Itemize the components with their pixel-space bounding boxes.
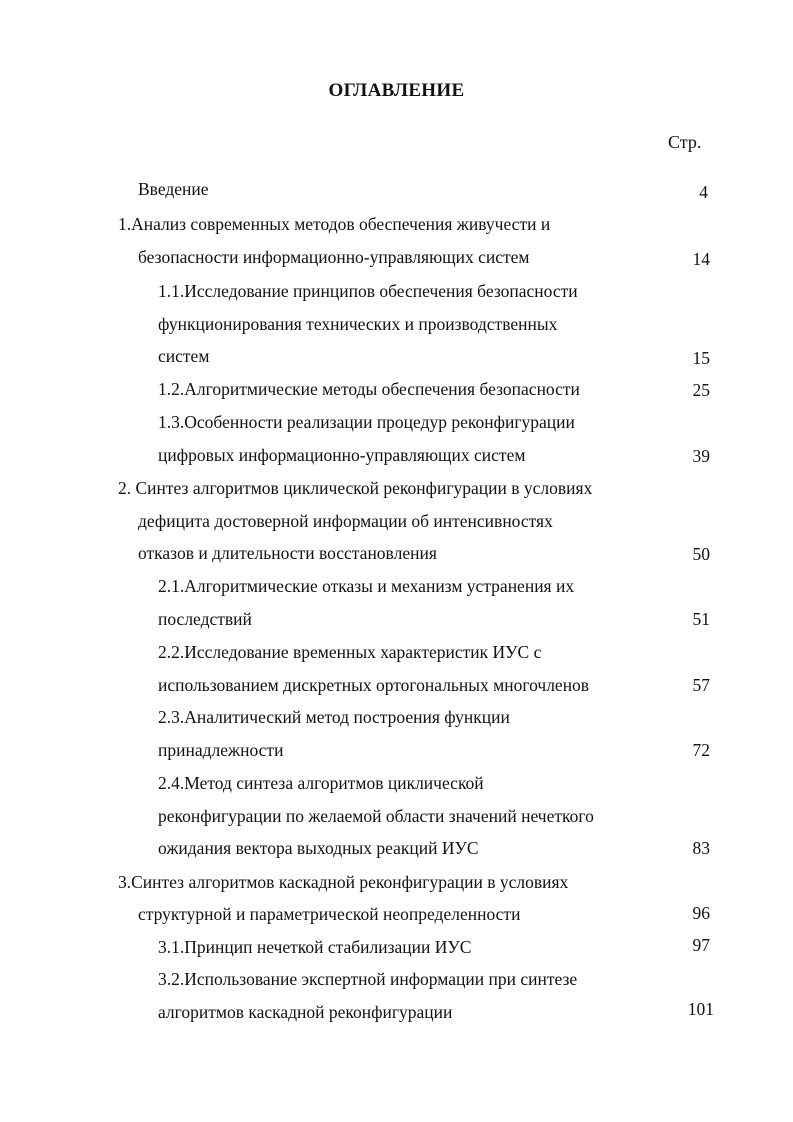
toc-entry-page: 83 [692, 838, 710, 858]
toc-entry-line: систем [158, 346, 210, 366]
toc-entry-line: последствий [158, 609, 252, 629]
toc-entry-line: 3.Синтез алгоритмов каскадной реконфигурации в условиях [118, 872, 569, 892]
toc-title: ОГЛАВЛЕНИЕ [328, 80, 465, 101]
toc-entry-line: 3.2.Использование экспертной информации при синтезе [158, 969, 578, 989]
toc-entry-line: безопасности информационно-управляющих систем [138, 247, 530, 267]
toc-entry-line: 3.1.Принцип нечеткой стабилизации ИУС [158, 937, 472, 957]
toc-entry-line: реконфигурации по желаемой области значений нечеткого [158, 806, 594, 826]
toc-entry-page: 101 [687, 999, 714, 1019]
toc-entry-line: 1.3.Особенности реализации процедур реконфигурации [158, 412, 575, 432]
toc-entry-page: 50 [692, 544, 710, 564]
toc-entry-page: 51 [692, 609, 710, 629]
toc-entry-page: 14 [692, 249, 710, 269]
toc-entry-line: 2.4.Метод синтеза алгоритмов циклической [158, 773, 484, 793]
toc-entry-line: алгоритмов каскадной реконфигурации [158, 1002, 453, 1022]
toc-entry-line: цифровых информационно-управляющих систем [158, 445, 526, 465]
toc-entry-line: отказов и длительности восстановления [138, 543, 437, 563]
toc-entry-line: 2.3.Аналитический метод построения функции [158, 707, 510, 727]
toc-entry-line: Введение [138, 179, 209, 199]
toc-entry-line: дефицита достоверной информации об интенсивностях [138, 511, 553, 531]
toc-entry-line: 2.2.Исследование временных характеристик ИУС с [158, 642, 542, 662]
toc-entry-page: 4 [699, 182, 708, 202]
toc-entry-line: 1.1.Исследование принципов обеспечения безопасности [158, 281, 578, 301]
toc-entry-line: 1.Анализ современных методов обеспечения живучести и [118, 214, 551, 234]
toc-entry-line: 1.2.Алгоритмические методы обеспечения безопасности [158, 379, 580, 399]
toc-entry-line: принадлежности [158, 740, 284, 760]
toc-entry-line: 2.1.Алгоритмические отказы и механизм устранения их [158, 576, 575, 596]
toc-entry-line: использованием дискретных ортогональных многочленов [158, 675, 590, 695]
toc-entry-page: 96 [692, 903, 710, 923]
toc-entry-page: 57 [692, 675, 710, 695]
toc-entry-line: ожидания вектора выходных реакций ИУС [158, 838, 479, 858]
toc-entry-line: структурной и параметрической неопределенности [138, 904, 521, 924]
page-column-label: Стр. [668, 132, 702, 152]
toc-entry-page: 39 [692, 446, 710, 466]
toc-entry-page: 15 [692, 348, 710, 368]
toc-entry-line: 2. Синтез алгоритмов циклической реконфигурации в условиях [118, 478, 593, 498]
toc-entry-page: 97 [692, 935, 710, 955]
toc-entry-page: 25 [692, 380, 710, 400]
toc-entry-line: функционирования технических и производственных [158, 314, 558, 334]
toc-entry-page: 72 [692, 740, 710, 760]
